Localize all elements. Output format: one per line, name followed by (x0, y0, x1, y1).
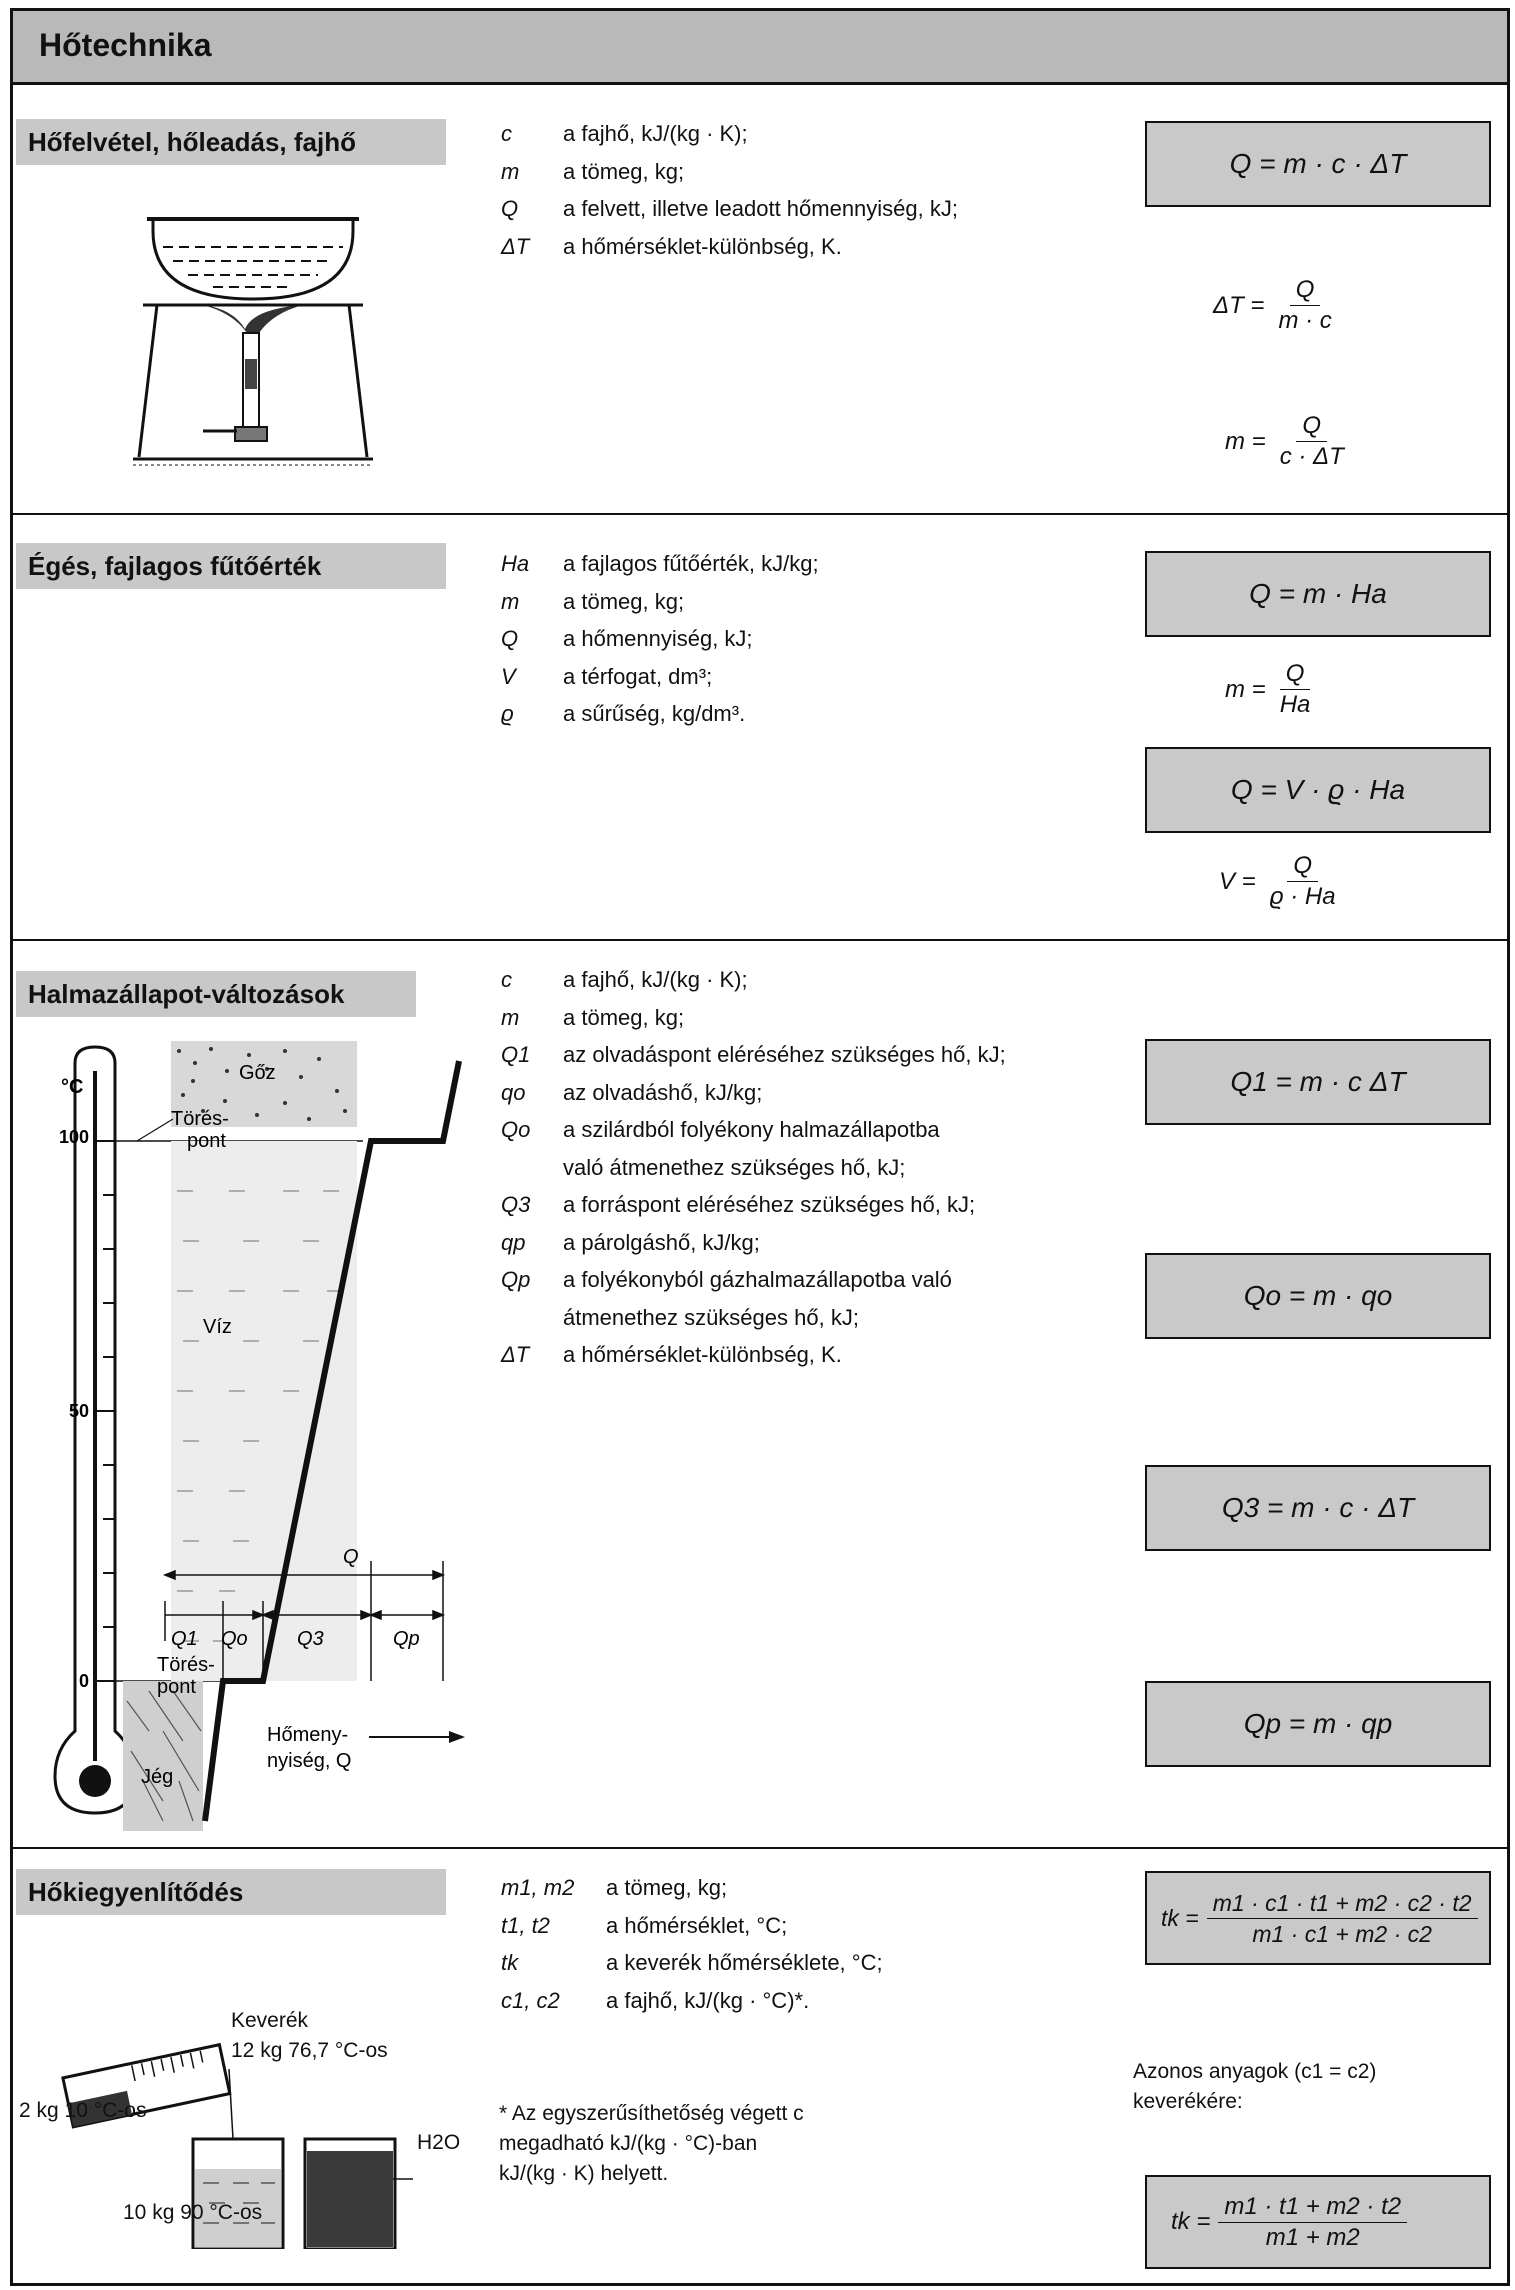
dimension-label: Qp (393, 1628, 420, 1650)
fraction-denominator: m1 + m2 (1265, 2223, 1360, 2251)
dimension-label: Q (343, 1546, 359, 1568)
variable-symbol: ΔT (501, 233, 530, 259)
variable-symbol: m (501, 158, 520, 184)
section-combustion (13, 515, 1507, 939)
note-line: Azonos anyagok (c1 = c2) (1133, 2060, 1377, 2083)
breakpoint-label: pont (157, 1676, 196, 1698)
variable-definition: való átmenethez szükséges hő, kJ; (563, 1154, 906, 1180)
variable-definition: a tömeg, kg; (606, 1875, 728, 1900)
unit-label: °C (61, 1076, 84, 1098)
fraction-lhs: ΔT = (1213, 291, 1265, 319)
section-title: Hőkiegyenlítődés (28, 1877, 244, 1907)
tick-label: 100 (59, 1127, 90, 1147)
formula-text: Qp = m · qp (1243, 1708, 1393, 1739)
formula-fraction (1225, 659, 1316, 720)
variable-symbol: m (501, 1004, 520, 1030)
dimension-label: Q1 (171, 1628, 198, 1650)
section-heat-absorption (13, 85, 1507, 513)
variable-definition: az olvadáspont eléréséhez szükséges hő, kJ; (563, 1042, 1006, 1067)
burner-illustration (133, 209, 373, 469)
fraction-numerator: m1 · c1 · t1 + m2 · c2 · t2 (1207, 1888, 1478, 1919)
fraction-lhs: tk = (1171, 2208, 1211, 2235)
variable-symbol: Q (501, 196, 519, 221)
section-title: Halmazállapot-változások (28, 979, 345, 1009)
variable-symbol: ΔT (501, 1342, 530, 1367)
variable-symbol: c (501, 121, 512, 146)
variable-symbol: Q1 (501, 1042, 531, 1067)
dimension-label: Qo (221, 1628, 248, 1650)
variable-definition: a tömeg, kg; (563, 588, 685, 614)
fraction-numerator: Q (1296, 411, 1327, 442)
variable-definition: a sűrűség, kg/dm³. (563, 701, 746, 726)
fraction-denominator: ϱ · Ha (1269, 883, 1336, 910)
fraction-denominator: m1 · c1 + m2 · c2 (1252, 1920, 1432, 1947)
formula-box (1145, 121, 1491, 207)
variable-definition: a térfogat, dm³; (563, 663, 713, 689)
fraction-numerator: Q (1280, 659, 1311, 690)
formula-text: Q3 = m · c · ΔT (1221, 1492, 1415, 1523)
variable-definition: a fajlagos fűtőérték, kJ/kg; (563, 551, 819, 576)
formula-box (1145, 1681, 1491, 1767)
variable-symbol: Q (501, 626, 519, 651)
fraction-denominator: c · ΔT (1279, 443, 1344, 470)
formula-box (1145, 1871, 1491, 1965)
formula-box (1145, 747, 1491, 833)
variable-definition: a tömeg, kg; (563, 158, 685, 184)
variable-definition: a folyékonyból gázhalmazállapotba való (563, 1267, 952, 1292)
fraction-denominator: m · c (1278, 307, 1332, 334)
fraction-lhs: tk = (1161, 1904, 1199, 1931)
dimension-label: Q3 (297, 1628, 324, 1650)
variable-symbol: c1, c2 (501, 1987, 560, 2013)
breakpoint-label: Törés- (171, 1108, 229, 1130)
axis-label: nyiség, Q (267, 1750, 352, 1772)
formula-fraction (1213, 275, 1338, 336)
section-phase-change (13, 941, 1507, 1847)
phase-change-diagram (53, 1041, 513, 1841)
section-label-bar (16, 119, 446, 165)
tick-label: 0 (79, 1671, 90, 1691)
variable-definition: a keverék hőmérséklete, °C; (606, 1950, 883, 1975)
formula-text: Qo = m · qo (1243, 1280, 1393, 1311)
water-label: H2O (417, 2131, 461, 2154)
water-label: Víz (203, 1316, 232, 1338)
variable-definition: a tömeg, kg; (563, 1004, 685, 1030)
variable-symbol: ϱ (501, 701, 514, 726)
variable-definition: a hőmérséklet-különbség, K. (563, 233, 842, 259)
variable-symbol: tk (501, 1950, 519, 1975)
note-line: keverékére: (1133, 2090, 1243, 2113)
formula-box (1145, 2175, 1491, 2269)
formula-box (1145, 551, 1491, 637)
variable-definition: a hőmérséklet-különbség, K. (563, 1342, 842, 1367)
fraction-denominator: Ha (1279, 691, 1311, 718)
variable-symbol: Qp (501, 1267, 531, 1292)
formula-text: Q1 = m · c ΔT (1230, 1066, 1406, 1097)
mix-label: Keverék (231, 2009, 309, 2032)
mix-label: 12 kg 76,7 °C-os (231, 2039, 388, 2062)
variable-definition: a szilárdból folyékony halmazállapotba (563, 1117, 940, 1142)
variable-definition: a forráspont eléréséhez szükséges hő, kJ; (563, 1192, 976, 1217)
page-title: Hőtechnika (39, 27, 212, 63)
section-label-bar (16, 971, 416, 1017)
axis-label: Hőmeny- (267, 1724, 349, 1746)
fraction-numerator: Q (1287, 851, 1318, 882)
variable-definition: a hőmennyiség, kJ; (563, 626, 753, 651)
formula-fraction (1225, 411, 1350, 472)
formula-text: Q = V · ϱ · Ha (1230, 774, 1406, 805)
variable-symbol: t1, t2 (501, 1912, 550, 1938)
variable-definition: az olvadáshő, kJ/kg; (563, 1079, 763, 1105)
variable-symbol: V (501, 663, 516, 689)
variable-symbol: c (501, 967, 512, 992)
page-frame (10, 8, 1510, 2286)
steam-label: Gőz (239, 1062, 276, 1084)
formula-box (1145, 1465, 1491, 1551)
variable-symbol: m (501, 588, 520, 614)
fraction-numerator: Q (1290, 275, 1321, 306)
variable-definition: a párolgáshő, kJ/kg; (563, 1229, 760, 1255)
breakpoint-label: Törés- (157, 1654, 215, 1676)
same-material-note (1133, 2057, 1376, 2117)
variable-definition: a hőmérséklet, °C; (606, 1912, 788, 1938)
formula-fraction (1219, 851, 1342, 912)
section-title: Égés, fajlagos fűtőérték (28, 551, 322, 581)
tick-label: 50 (69, 1401, 90, 1421)
variable-definition: a fajhő, kJ/(kg · K); (563, 967, 748, 992)
section-label-bar (16, 543, 446, 589)
variable-symbol: m1, m2 (501, 1875, 575, 1900)
fraction-lhs: V = (1219, 867, 1256, 895)
header-bar (13, 11, 1507, 85)
footnote-line: * Az egyszerűsíthetőség végett c (499, 2102, 804, 2125)
fraction-numerator: m1 · t1 + m2 · t2 (1218, 2192, 1407, 2223)
variable-definition: a fajhő, kJ/(kg · °C)*. (606, 1987, 810, 2013)
formula-box (1145, 1253, 1491, 1339)
formula-text: Q = m · Ha (1249, 578, 1387, 609)
variable-definition: a felvett, illetve leadott hőmennyiség, kJ; (563, 196, 958, 221)
variable-symbol: Qo (501, 1117, 531, 1142)
footnote (499, 2099, 804, 2189)
left-beaker-label: 2 kg 10 °C-os (19, 2099, 147, 2122)
breakpoint-label: pont (187, 1130, 226, 1152)
fraction-lhs: m = (1225, 675, 1266, 703)
section-heat-equalization (13, 1849, 1507, 2285)
variable-definition: átmenethez szükséges hő, kJ; (563, 1304, 859, 1330)
ice-label: Jég (141, 1766, 174, 1788)
section-label-bar (16, 1869, 446, 1915)
fraction-lhs: m = (1225, 427, 1266, 455)
section-title: Hőfelvétel, hőleadás, fajhő (28, 127, 356, 157)
bottom-label: 10 kg 90 °C-os (123, 2201, 263, 2224)
variable-definition: a fajhő, kJ/(kg · K); (563, 121, 748, 146)
variable-symbol: Q3 (501, 1192, 531, 1217)
formula-box (1145, 1039, 1491, 1125)
footnote-line: megadható kJ/(kg · °C)-ban (499, 2132, 758, 2155)
formula-text: Q = m · c · ΔT (1229, 148, 1407, 179)
footnote-line: kJ/(kg · K) helyett. (499, 2162, 669, 2185)
variable-symbol: qp (501, 1229, 526, 1255)
variable-symbol: Ha (501, 551, 530, 576)
variable-symbol: qo (501, 1079, 526, 1105)
arrow-right-icon (449, 1731, 465, 1743)
